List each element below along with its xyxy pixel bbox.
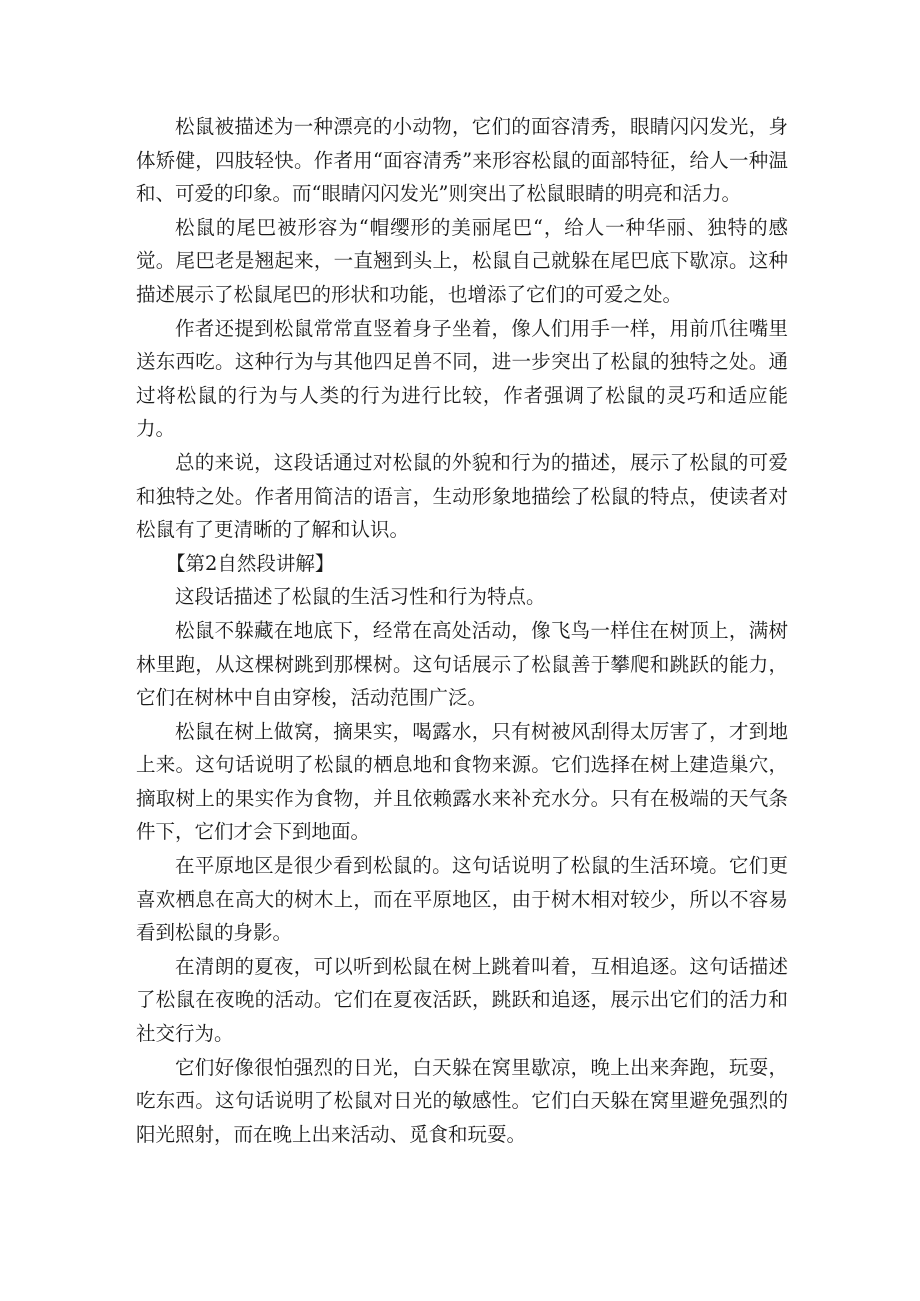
paragraph-habitat-height: 松鼠不躲藏在地底下，经常在高处活动，像飞鸟一样住在树顶上，满树林里跑，从这棵树跳到那棵树。这句话展示了松鼠善于攀爬和跳跃的能力，它们在树林中自由穿梭，活动范围广泛。 [136, 618, 788, 710]
paragraph-posture: 作者还提到松鼠常常直竖着身子坐着，像人们用手一样，用前爪往嘴里送东西吃。这种行为与其他四足兽不同，进一步突出了松鼠的独特之处。通过将松鼠的行为与人类的行为进行比较，作者强调了松鼠的灵巧和适应能力。 [136, 316, 788, 441]
section-intro: 这段话描述了松鼠的生活习性和行为特点。 [175, 585, 546, 609]
paragraph-plains: 在平原地区是很少看到松鼠的。这句话说明了松鼠的生活环境。它们更喜欢栖息在高大的树木上，而在平原地区，由于树木相对较少，所以不容易看到松鼠的身影。 [136, 854, 788, 945]
paragraph-tail: 松鼠的尾巴被形容为“帽缨形的美丽尾巴“，给人一种华丽、独特的感觉。尾巴老是翘起来，一直翘到头上，松鼠自己就躲在尾巴底下歇凉。这种描述展示了松鼠尾巴的形状和功能，也增添了它们的可爱之处。 [136, 215, 788, 306]
paragraph-summer-night: 在清朗的夏夜，可以听到松鼠在树上跳着叫着，互相追逐。这句话描述了松鼠在夜晚的活动。它们在夏夜活跃，跳跃和追逐，展示出它们的活力和社交行为。 [136, 954, 788, 1046]
paragraph-sunlight: 它们好像很怕强烈的日光，白天躲在窝里歇凉，晚上出来奔跑，玩耍，吃东西。这句话说明了松鼠对日光的敏感性。它们白天躲在窝里避免强烈的阳光照射，而在晚上出来活动、觅食和玩耍。 [136, 1055, 788, 1146]
paragraph-nest-food: 松鼠在树上做窝，摘果实，喝露水，只有树被风刮得太厉害了，才到地上来。这句话说明了松鼠的栖息地和食物来源。它们选择在树上建造巢穴，摘取树上的果实作为食物，并且依赖露水来补充水分。只有在极端的天气条件下，它们才会下到地面。 [136, 719, 788, 844]
document-body [136, 110, 788, 1151]
paragraph-appearance: 松鼠被描述为一种漂亮的小动物，它们的面容清秀，眼睛闪闪发光，身体矫健，四肢轻快。作者用“面容清秀”来形容松鼠的面部特征，给人一种温和、可爱的印象。而“眼睛闪闪发光”则突出了松鼠眼睛的明亮和活力。 [136, 115, 788, 206]
section-heading: 【第2自然段讲解】 [166, 551, 335, 575]
paragraph-summary: 总的来说，这段话通过对松鼠的外貌和行为的描述，展示了松鼠的可爱和独特之处。作者用简洁的语言，生动形象地描绘了松鼠的特点，使读者对松鼠有了更清晰的了解和认识。 [136, 450, 788, 542]
